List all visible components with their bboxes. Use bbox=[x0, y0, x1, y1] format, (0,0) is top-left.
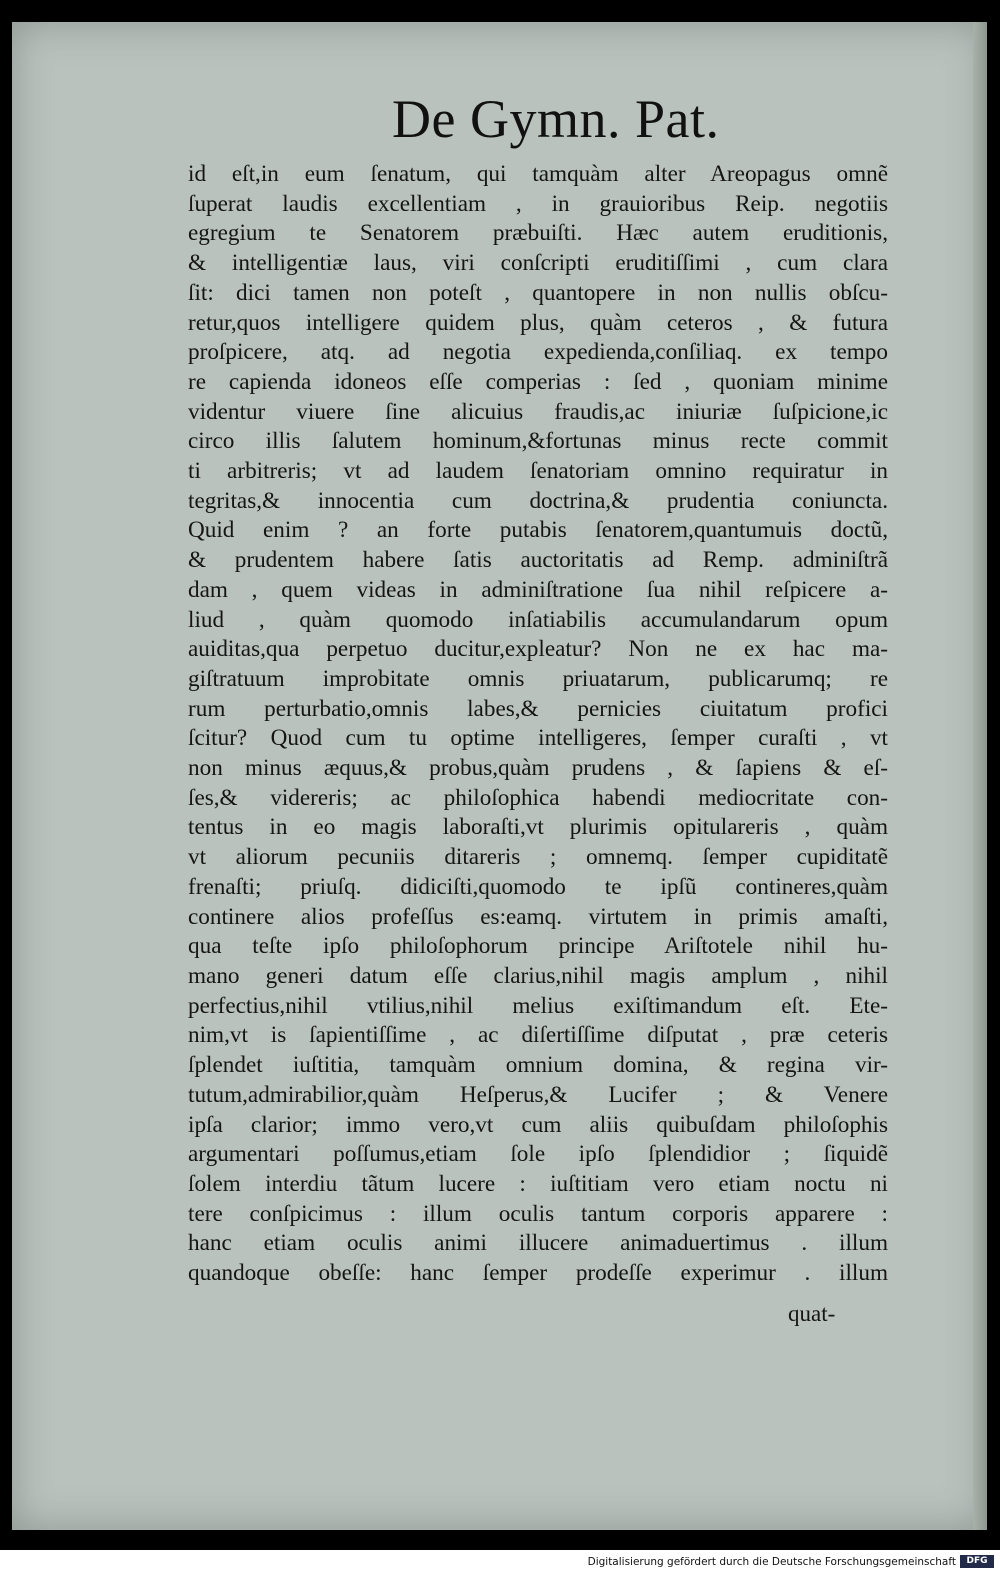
text-line: id eſt,in eum ſenatum, qui tamquàm alter Areopagus omnẽ bbox=[188, 161, 888, 187]
text-line: rum perturbatio,omnis labes,& pernicies ciuitatum profici bbox=[188, 695, 888, 722]
text-line: egregium te Senatorem præbuiſti. Hæc autem eruditionis, bbox=[188, 220, 888, 247]
text-line: qua teſte ipſo philoſophorum principe Ariſtotele nihil hu- bbox=[188, 933, 888, 960]
text-line: nim,vt is ſapientiſſime , ac diſertiſſime diſputat , præ ceteris bbox=[188, 1022, 888, 1049]
text-line: videntur viuere ſine alicuius fraudis,ac iniuriæ ſuſpicione,ic bbox=[188, 398, 888, 425]
text-line: tutum,admirabilior,quàm Heſperus,& Lucifer ; & Venere bbox=[188, 1081, 888, 1108]
text-line: auiditas,qua perpetuo ducitur,expleatur? Non ne ex hac ma- bbox=[188, 636, 888, 663]
text-line: tere conſpicimus : illum oculis tantum corporis apparere : bbox=[188, 1200, 888, 1227]
text-line: argumentari poſſumus,etiam ſole ipſo ſplendidior ; ſiquidẽ bbox=[188, 1141, 888, 1168]
text-line: Quid enim ? an forte putabis ſenatorem,quantumuis doctũ, bbox=[188, 517, 888, 544]
text-line: giſtratuum improbitate omnis priuatarum, publicarumq; re bbox=[188, 665, 888, 692]
text-line: mano generi datum eſſe clarius,nihil magis amplum , nihil bbox=[188, 962, 888, 989]
text-line: & intelligentiæ laus, viri conſcripti eruditiſſimi , cum clara bbox=[188, 250, 888, 277]
text-line: non minus æquus,& probus,quàm prudens , & ſapiens & eſ- bbox=[188, 755, 888, 782]
text-line: retur,quos intelligere quidem plus, quàm ceteros , & futura bbox=[188, 309, 888, 336]
running-head: De Gymn. Pat. bbox=[392, 89, 720, 149]
footer-credit: Digitalisierung gefördert durch die Deutsche Forschungsgemeinschaft bbox=[587, 1556, 956, 1568]
text-line: quandoque obeſſe: hanc ſemper prodeſſe experimur . illum bbox=[188, 1260, 888, 1287]
text-line: tegritas,& innocentia cum doctrina,& prudentia coniuncta. bbox=[188, 487, 888, 514]
text-line: ſolem interdiu tãtum lucere : iuſtitiam vero etiam noctu ni bbox=[188, 1170, 888, 1197]
catchword: quat- bbox=[788, 1301, 836, 1326]
dfg-logo-icon: DFG bbox=[960, 1555, 994, 1568]
body-text bbox=[188, 160, 888, 1289]
text-line: ipſa clarior; immo vero,vt cum aliis quibuſdam philoſophis bbox=[188, 1111, 888, 1138]
text-line: ſplendet iuſtitia, tamquàm omnium domina, & regina vir- bbox=[188, 1052, 888, 1079]
text-line: perfectius,nihil vtilius,nihil melius exiſtimandum eſt. Ete- bbox=[188, 992, 888, 1019]
text-line: ti arbitreris; vt ad laudem ſenatoriam omnino requiratur in bbox=[188, 458, 888, 485]
text-line: & prudentem habere ſatis auctoritatis ad Remp. adminiſtrã bbox=[188, 547, 888, 574]
text-line: re capienda idoneos eſſe comperias : ſed , quoniam minime bbox=[188, 368, 888, 395]
text-line: circo illis ſalutem hominum,&fortunas minus recte commit bbox=[188, 428, 888, 455]
page-edge bbox=[973, 22, 987, 1530]
text-line: continere alios profeſſus es:eamq. virtutem in primis amaſti, bbox=[188, 903, 888, 930]
text-line: proſpicere, atq. ad negotia expedienda,conſiliaq. ex tempo bbox=[188, 339, 888, 366]
text-line: ſes,& videreris; ac philoſophica habendi mediocritate con- bbox=[188, 784, 888, 811]
text-line: dam , quem videas in adminiſtratione ſua nihil reſpicere a- bbox=[188, 576, 888, 603]
text-line: liud , quàm quomodo inſatiabilis accumulandarum opum bbox=[188, 606, 888, 633]
text-line: frenaſti; priuſq. didiciſti,quomodo te ipſũ contineres,quàm bbox=[188, 873, 888, 900]
text-line: tentus in eo magis laboraſti,vt plurimis opitulareris , quàm bbox=[188, 814, 888, 841]
text-line: hanc etiam oculis animi illucere animaduertimus . illum bbox=[188, 1230, 888, 1257]
text-line: ſcitur? Quod cum tu optime intelligeres, ſemper curaſti , vt bbox=[188, 725, 888, 752]
text-line: ſit: dici tamen non poteſt , quantopere in non nullis obſcu- bbox=[188, 279, 888, 306]
text-line: ſuperat laudis excellentiam , in grauioribus Reip. negotiis bbox=[188, 190, 888, 217]
text-line: vt aliorum pecuniis ditareris ; omnemq. ſemper cupiditatẽ bbox=[188, 844, 888, 871]
